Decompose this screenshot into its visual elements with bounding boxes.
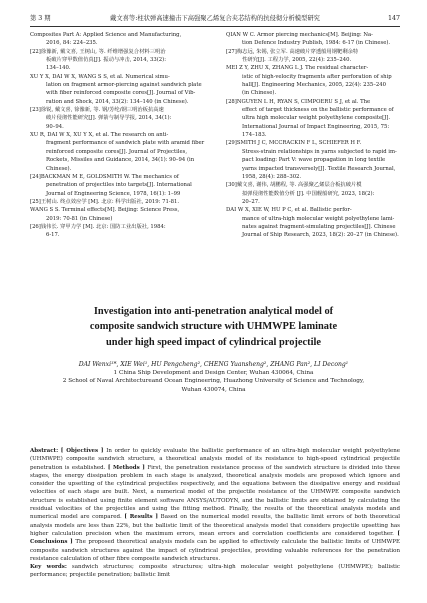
- keywords-label: Key words:: [30, 564, 67, 571]
- article-title-line: under high speed impact of cylindrical projectile: [106, 336, 321, 348]
- reference-number: [25]: [30, 198, 41, 205]
- reference-text: MEI Z Y, ZHU X, ZHANG L J. The residual character-: [226, 65, 369, 72]
- reference-text: with fiber reinforced composite cores[J]. Journal of Vib-: [46, 90, 196, 97]
- reference-first-line: [226, 206, 402, 214]
- article-header: [20, 304, 407, 394]
- reference-first-line: [30, 73, 208, 81]
- reference-text: Stress-strain relationships in yarns subjected to rapid im-: [242, 148, 397, 155]
- abstract: [30, 447, 400, 580]
- reference-entry: [30, 31, 208, 48]
- reference-entry: [30, 106, 208, 131]
- reference-text: 王树山. 终点效应学 [M]. 北京: 科学出版社, 2019: 71-81.: [40, 198, 180, 205]
- reference-text: Rockets, Missiles and Guidance, 2014, 34(1): 90–94 (in: [46, 157, 195, 164]
- reference-text: SMITH J C, MCCRACKIN F L, SCHIEFER H F.: [236, 140, 362, 147]
- references-left-column: [30, 31, 208, 291]
- reference-text: 174–183.: [242, 132, 267, 139]
- reference-text: ration and Shock, 2014, 33(2): 134–140 (in Chinese).: [46, 98, 189, 105]
- keywords: [30, 563, 400, 580]
- abstract-label: Abstract:: [30, 448, 59, 454]
- reference-text: 破片侵彻性能研究[J]. 弹箭与制导学报, 2014, 34(1):: [46, 115, 172, 122]
- reference-text: XU Y X, DAI W X, WANG S S, et al. Numerical simu-: [30, 73, 170, 80]
- affiliation-line: 2 School of Naval Architectureand Ocean Engineering, Huazhong University of Science and Technology,: [62, 378, 365, 385]
- article-title: [20, 304, 407, 350]
- methods-label: [ Methods ]: [107, 464, 145, 471]
- reference-first-line: [226, 48, 402, 56]
- reference-text: Journal of Engineering Science, 1978, 16(1): 1–99: [46, 190, 181, 197]
- reference-text: 戴文喜, 谢伟, 胡鹏程, 等. 高强聚乙烯层合板抗破片模: [236, 182, 362, 189]
- reference-number: [29]: [226, 140, 237, 147]
- reference-entry: [30, 173, 208, 198]
- reference-number: [23]: [30, 107, 41, 114]
- reference-entry: [226, 98, 402, 140]
- reference-first-line: [30, 31, 208, 39]
- reference-text: mance of ultra-high molecular weight polyethylene lami-: [242, 215, 395, 222]
- reference-entry: [30, 73, 208, 106]
- reference-text: 6-17.: [46, 232, 60, 239]
- reference-text: 徐锐, 戴文喜, 徐豫新, 等. 钢/芳纶/钢三明治板抗高速: [40, 107, 164, 114]
- reference-first-line: [226, 64, 402, 72]
- reference-first-line: [30, 106, 208, 114]
- results-text: Based on the numerical model results, the ballistic limit errors of both theoretical analysis models are less than 22%, but the ballistic limit of the theoretical analysis model that considers projectile upsetting has higher calculation precision when the maximum errors, mean errors and correlation coefficients are considered together.: [30, 514, 400, 537]
- reference-text: 1958, 28(4): 288–302.: [242, 173, 302, 180]
- reference-text: istic of high-velocity fragments after perforation of ship: [242, 73, 392, 80]
- methods-text: First, the penetration resistance process of the sandwich structure is divided into three stages, the energy dissipation problem in each stage is analyzed, theoretical analysis models are proposed which ignore and consider the upsetting of the cylindrical projectiles respectively, and the equations between the dissipative energy and residual velocities of each stage are built. Next, a numerical model of the projectile resistance of the UHMWPE composite sandwich structure is established using finite element software ANSYS/AUTODYN, and the ballistic limits are obtained by calculating the residual velocities of the projectiles and using the fitting method. Finally, the results of the theoretical analysis models and numerical model are compared.: [30, 464, 401, 521]
- abstract-body: [30, 447, 400, 563]
- reference-text: 钱伟长. 穿甲力学 [M]. 北京: 国防工业出版社, 1984:: [40, 223, 166, 230]
- references-right-column: [226, 31, 402, 291]
- reference-text: 徐豫新, 戴文喜, 王树山, 等. 纤维增强复合材料三明治: [40, 48, 166, 55]
- reference-text: penetration of projectiles into targets[J]. International: [46, 182, 192, 189]
- reference-text: 2016, 84: 224–235.: [46, 40, 98, 47]
- issue-number: 第 3 期: [30, 15, 51, 22]
- page-number: 147: [387, 15, 400, 22]
- affiliation-line: Wuhan 430074, China: [181, 386, 246, 393]
- results-label: [ Results ]: [124, 514, 159, 521]
- reference-text: lation on fragment armor-piercing against sandwich plate: [46, 82, 202, 89]
- reference-text: WANG S S. Terminal effects[M]. Beijing: Science Press,: [30, 207, 180, 214]
- reference-text: nates against fragment-simulating projectiles[J]. Chinese: [242, 223, 396, 230]
- reference-text: 20–27.: [242, 198, 260, 205]
- reference-text: 90–94.: [46, 123, 64, 130]
- reference-number: [22]: [30, 48, 41, 55]
- reference-text: (in Chinese).: [242, 90, 277, 97]
- reference-first-line: [30, 198, 208, 206]
- reference-text: hall[J]. Engineering Mechanics, 2005, 22(4): 235–240: [242, 82, 387, 89]
- reference-first-line: [226, 31, 402, 39]
- reference-text: Composites Part A: Applied Science and Manufacturing,: [30, 32, 182, 38]
- conclusions-text: The proposed theoretical analysis models can be applied to effectively calculate the ballistic limits of UHMWPE composite sandwich structures against the impact of cylindrical projectiles, providing valuable references for the penetration resistance calculation of other fibre composite sandwich structures.: [30, 539, 401, 562]
- reference-text: effect of target thickness on the ballistic performance of: [242, 107, 394, 114]
- reference-text: 拟弹侵彻性能数值分析 [J]. 中国舰船研究, 2023, 18(2):: [242, 190, 375, 197]
- objectives-text: In order to quickly evaluate the ballistic performance of an ultra-high molecular weight polyethylene (UHMWPE) composite sandwich structure, a theoretical analysis model of its resistance to high-speed cylindrical projectile penetration is established.: [30, 448, 401, 471]
- reference-first-line: [30, 223, 208, 231]
- reference-text: 板破片穿甲数值仿真[J]. 振动与冲击, 2014, 33(2):: [46, 57, 167, 64]
- reference-text: 2019: 70-81 (in Chinese): [46, 215, 113, 222]
- reference-text: NGUYEN L H, RYAN S, CIMPOERU S J, et al. The: [236, 98, 371, 105]
- reference-entry: [226, 31, 402, 48]
- reference-first-line: [30, 131, 208, 139]
- reference-text: XU R, DAI W X, XU Y X, et al. The research on anti-: [30, 132, 169, 139]
- reference-text: 梅志远, 朱锡, 张立军. 高速破片穿透船用钢靶剩余特: [236, 48, 359, 55]
- reference-entry: [226, 48, 402, 65]
- author-list: DAI Wenxi¹*, XIE Wei¹, HU Pengcheng², CHENG Yuansheng², ZHANG Pan², LI Decong¹: [78, 360, 349, 368]
- reference-text: QIAN W C. Armor piercing mechanics[M]. Beijing: Na-: [226, 32, 373, 38]
- conclusions-label: [ Conclusions ]: [30, 530, 401, 546]
- reference-entry: [226, 206, 402, 239]
- reference-first-line: [226, 98, 402, 106]
- affiliation-line: 1 China Ship Development and Design Center, Wuhan 430064, China: [113, 369, 314, 376]
- reference-text: fragment performance of sandwich plate with aramid fiber: [46, 140, 205, 147]
- reference-text: pact loading: Part V: wave propagation in long textile: [242, 157, 386, 164]
- reference-number: [28]: [226, 98, 237, 105]
- reference-text: tion Defence Industry Publish, 1984: 6-17 (in Chinese).: [242, 40, 391, 47]
- reference-text: DAI W X, XIE W, HU P C, et al. Ballistic perfor-: [226, 207, 352, 214]
- reference-number: [27]: [226, 48, 237, 55]
- reference-entry: [30, 206, 208, 223]
- reference-text: International Journal of Impact Engineering, 2015, 75:: [242, 123, 390, 130]
- running-title: 戴文喜等:柱状弹高速撞击下高强聚乙烯复合夹芯结构的抗侵彻分析模型研究: [110, 15, 320, 22]
- reference-entry: [226, 64, 402, 97]
- reference-text: 134–140.: [46, 65, 71, 72]
- reference-number: [24]: [30, 173, 41, 180]
- running-header: [30, 12, 400, 27]
- reference-first-line: [226, 181, 402, 189]
- reference-number: [26]: [30, 223, 41, 230]
- article-title-line: Investigation into anti-penetration analytical model of: [93, 306, 334, 317]
- reference-text: reinforced composite cores[J]. Journal of Projectiles,: [46, 148, 188, 155]
- objectives-label: [ Objectives ]: [60, 448, 104, 454]
- article-title-line: composite sandwich structure with UHMWPE laminate: [89, 321, 338, 333]
- reference-text: Chinese).: [46, 165, 72, 172]
- reference-entry: [30, 198, 208, 206]
- reference-text: yarns impacted transversely[J]. Textile Research Journal,: [242, 165, 396, 172]
- keywords-text: sandwich structures; composite structures; ultra-high molecular weight polyethylene (UHMWPE); ballistic performance; projectile penetration; ballistic limit: [30, 564, 400, 579]
- reference-entry: [30, 223, 208, 240]
- reference-first-line: [30, 173, 208, 181]
- reference-text: ultra high molecular weight polyethylene composite[J].: [242, 115, 391, 122]
- affiliations: [20, 369, 407, 395]
- reference-entry: [226, 181, 402, 206]
- reference-entry: [30, 48, 208, 73]
- reference-first-line: [226, 139, 402, 147]
- reference-entry: [226, 139, 402, 181]
- reference-text: BACKMAN M E, GOLDSMITH W. The mechanics of: [40, 173, 179, 180]
- reference-first-line: [30, 206, 208, 214]
- reference-first-line: [30, 48, 208, 56]
- reference-text: Journal of Ship Research, 2023, 18(2): 20–27 (in Chinese).: [242, 232, 399, 239]
- reference-entry: [30, 131, 208, 173]
- reference-text: 性研究[J]. 工程力学, 2005, 22(4): 235–240.: [242, 57, 352, 64]
- reference-number: [30]: [226, 182, 237, 189]
